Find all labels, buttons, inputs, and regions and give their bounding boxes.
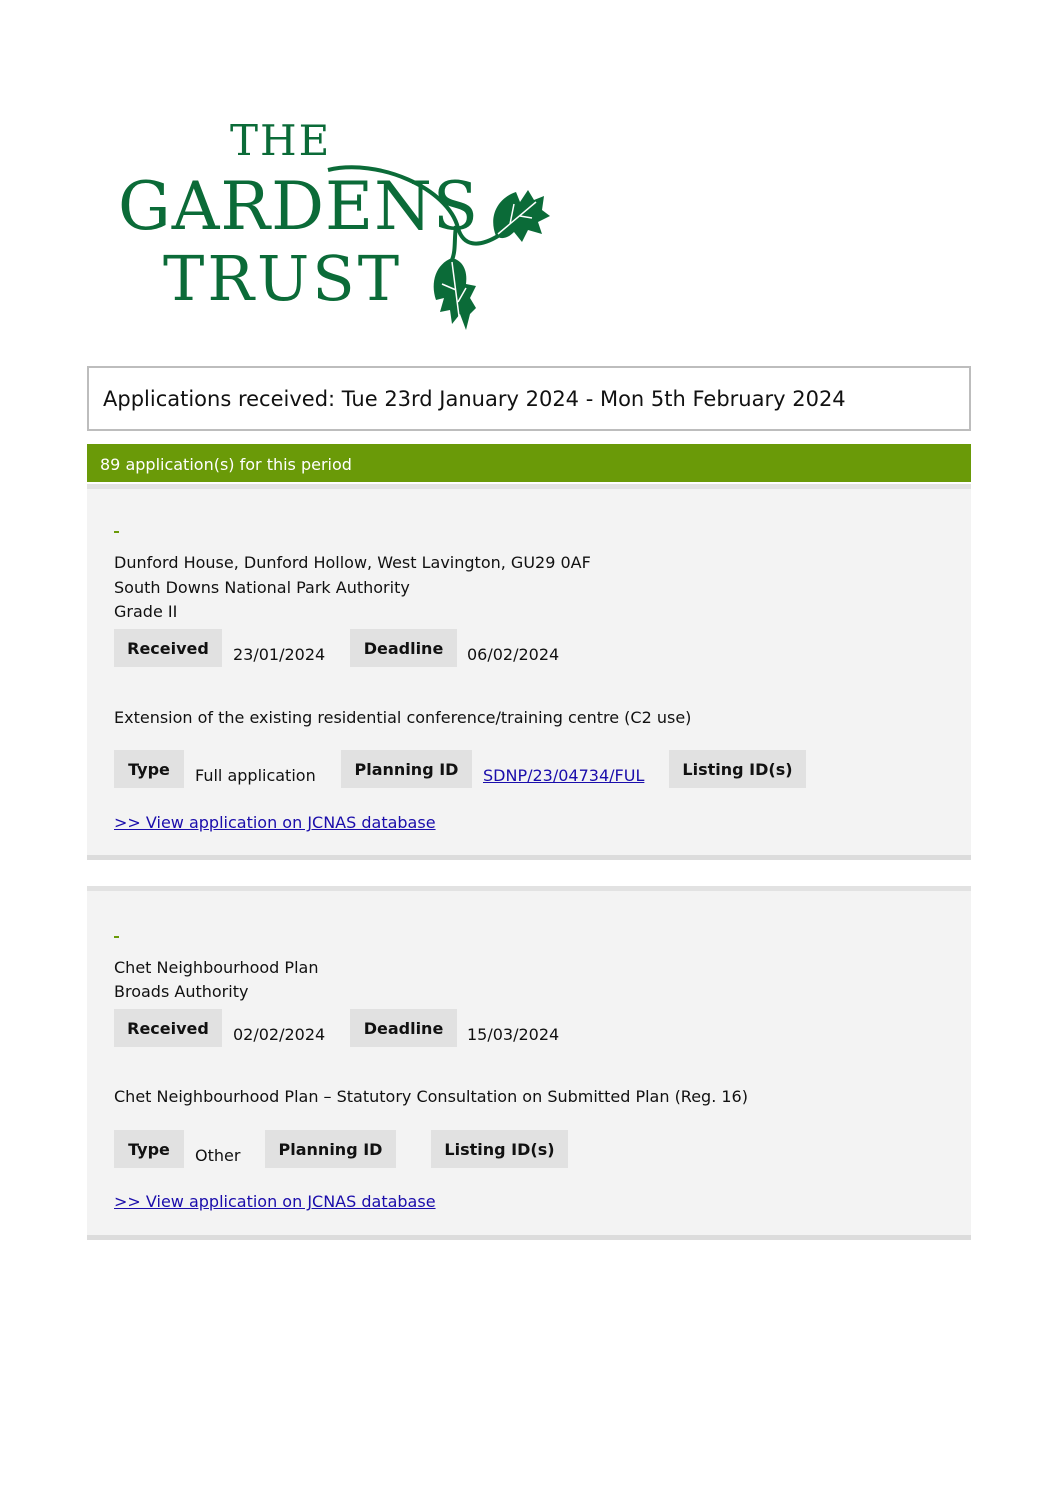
type-value: Full application [195, 766, 316, 785]
application-address: Chet Neighbourhood Plan [114, 958, 319, 977]
application-card [87, 484, 971, 860]
received-label: Received [114, 1009, 222, 1047]
deadline-date: 15/03/2024 [467, 1025, 560, 1044]
received-date: 02/02/2024 [233, 1025, 326, 1044]
logo-text-the: THE [230, 118, 332, 165]
card-marker [114, 531, 119, 533]
leaf-icon-upper [493, 190, 550, 242]
planning-id-link[interactable]: SDNP/23/04734/FUL [483, 766, 645, 785]
application-count: 89 application(s) for this period [100, 455, 352, 474]
application-count-bar [87, 444, 971, 482]
logo-text-gardens: GARDENS [118, 168, 480, 245]
planning-id-label: Planning ID [265, 1130, 396, 1168]
application-authority: Broads Authority [114, 982, 249, 1001]
deadline-label: Deadline [350, 629, 457, 667]
view-application-link[interactable]: >> View application on JCNAS database [114, 1192, 436, 1211]
received-date: 23/01/2024 [233, 645, 326, 664]
logo-text-trust: TRUST [163, 242, 403, 315]
planning-id-label: Planning ID [341, 750, 472, 788]
application-address: Dunford House, Dunford Hollow, West Lavington, GU29 0AF [114, 553, 591, 572]
view-application-link[interactable]: >> View application on JCNAS database [114, 813, 436, 832]
application-description: Chet Neighbourhood Plan – Statutory Consultation on Submitted Plan (Reg. 16) [114, 1087, 748, 1106]
leaf-icon-lower [434, 258, 476, 330]
type-label: Type [114, 750, 184, 788]
card-marker [114, 936, 119, 938]
listing-id-label: Listing ID(s) [669, 750, 806, 788]
deadline-date: 06/02/2024 [467, 645, 560, 664]
application-grade: Grade II [114, 602, 178, 621]
period-title: Applications received: Tue 23rd January 2024 - Mon 5th February 2024 [103, 387, 846, 411]
deadline-label: Deadline [350, 1009, 457, 1047]
application-card [87, 886, 971, 1240]
application-authority: South Downs National Park Authority [114, 578, 410, 597]
listing-id-label: Listing ID(s) [431, 1130, 568, 1168]
period-header [87, 366, 971, 431]
received-label: Received [114, 629, 222, 667]
type-label: Type [114, 1130, 184, 1168]
gardens-trust-logo [118, 118, 550, 336]
application-description: Extension of the existing residential conference/training centre (C2 use) [114, 708, 692, 727]
type-value: Other [195, 1146, 241, 1165]
